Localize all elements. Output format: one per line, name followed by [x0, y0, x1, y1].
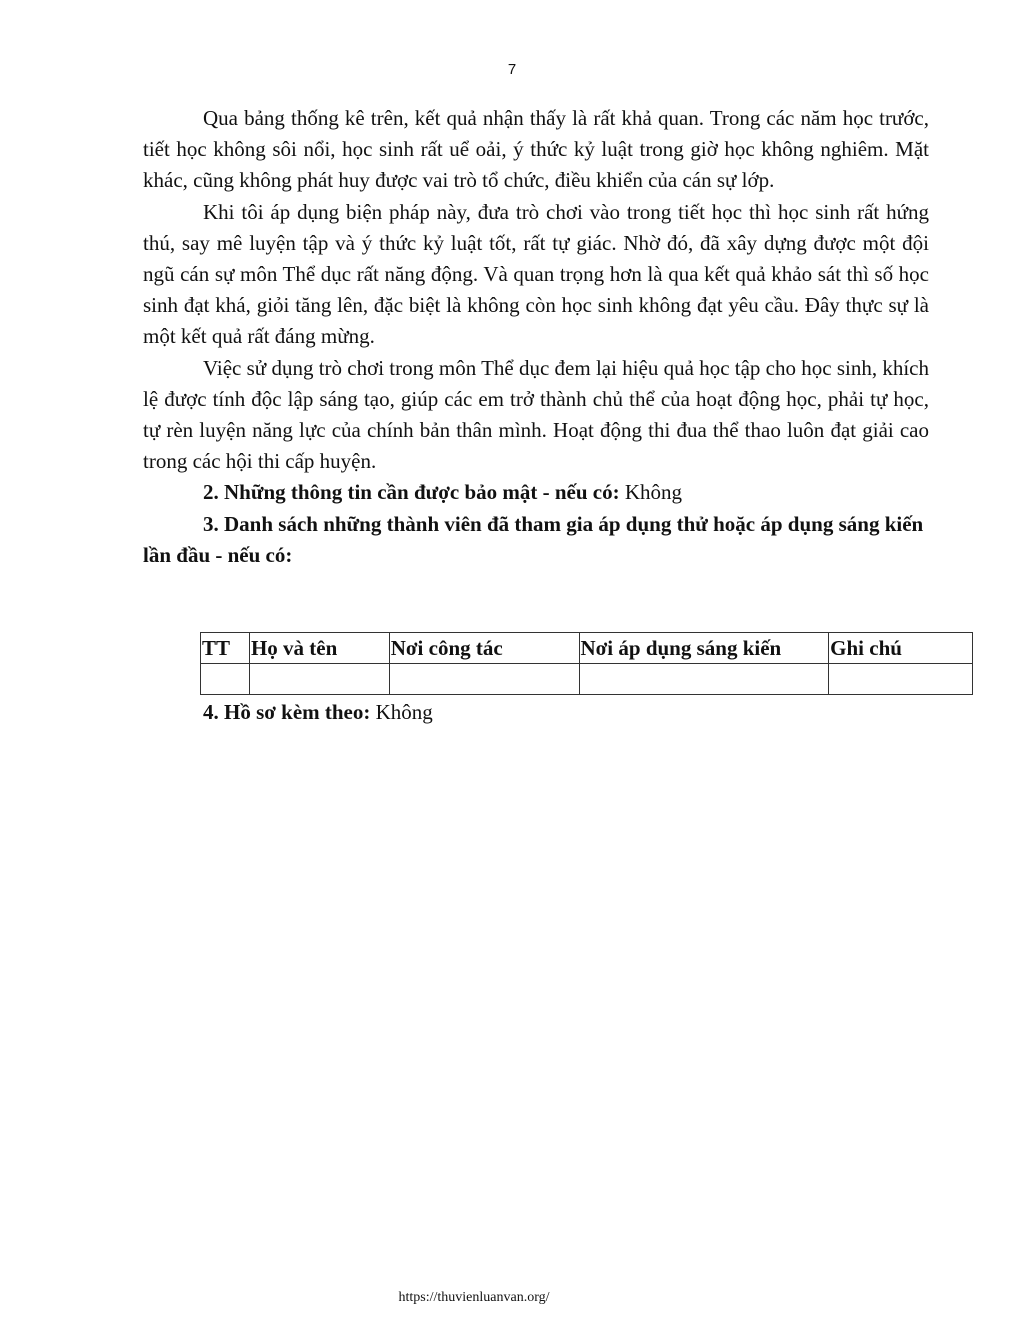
section-attachments-label: 4. Hồ sơ kèm theo:	[203, 700, 371, 724]
table-row	[201, 664, 973, 695]
table-cell	[829, 664, 973, 695]
members-table	[200, 632, 973, 695]
paragraph-results: Qua bảng thống kê trên, kết quả nhận thấy là rất khả quan. Trong các năm học trước, tiết học không sôi nổi, học sinh rất uể oải, ý thức kỷ luật trong giờ học không nghiêm. Mặt khác, cũng không phát huy được vai trò tổ chức, điều khiển của cán sự lớp.	[143, 106, 929, 193]
paragraph-benefits: Việc sử dụng trò chơi trong môn Thể dục đem lại hiệu quả học tập cho học sinh, khích lệ được tính độc lập sáng tạo, giúp các em trở thành chủ thể của hoạt động học, phải tự học, tự rèn luyện năng lực của chính bản thân mình. Hoạt động thi đua thể thao luôn đạt giải cao trong các hội thi cấp huyện.	[143, 355, 929, 474]
section-confidential-value: Không	[619, 480, 683, 505]
table-header-row	[201, 633, 973, 664]
column-header-tt: TT	[201, 633, 250, 664]
section-attachments-value: Không	[370, 700, 433, 724]
table-cell	[579, 664, 829, 695]
page-number: 7	[507, 61, 517, 78]
section-member-list-label: 3. Danh sách những thành viên đã tham gia áp dụng thử hoặc áp dụng sáng kiến lần đầu - nếu có:	[143, 511, 924, 567]
section-confidential-info	[143, 477, 929, 508]
column-header-application-place: Nơi áp dụng sáng kiến	[579, 633, 829, 664]
footer-url: https://thuvienluanvan.org/	[398, 1290, 550, 1305]
table-cell	[201, 664, 250, 695]
column-header-notes: Ghi chú	[829, 633, 973, 664]
section-member-list	[143, 509, 929, 571]
section-confidential-label: 2. Những thông tin cần được bảo mật - nếu có:	[203, 480, 620, 505]
column-header-name: Họ và tên	[249, 633, 389, 664]
paragraph-application: Khi tôi áp dụng biện pháp này, đưa trò chơi vào trong tiết học thì học sinh rất hứng thú, say mê luyện tập và ý thức kỷ luật tốt, rất tự giác. Nhờ đó, đã xây dựng được một đội ngũ cán sự môn Thể dục rất năng động. Và quan trọng hơn là qua kết quả khảo sát thì số học sinh đạt khá, giỏi tăng lên, đặc biệt là không còn học sinh không đạt yêu cầu. Đây thực sự là một kết quả rất đáng mừng.	[143, 199, 929, 349]
document-body	[143, 103, 929, 571]
table-cell	[249, 664, 389, 695]
table-cell	[389, 664, 579, 695]
section-attachments	[203, 697, 433, 728]
column-header-workplace: Nơi công tác	[389, 633, 579, 664]
